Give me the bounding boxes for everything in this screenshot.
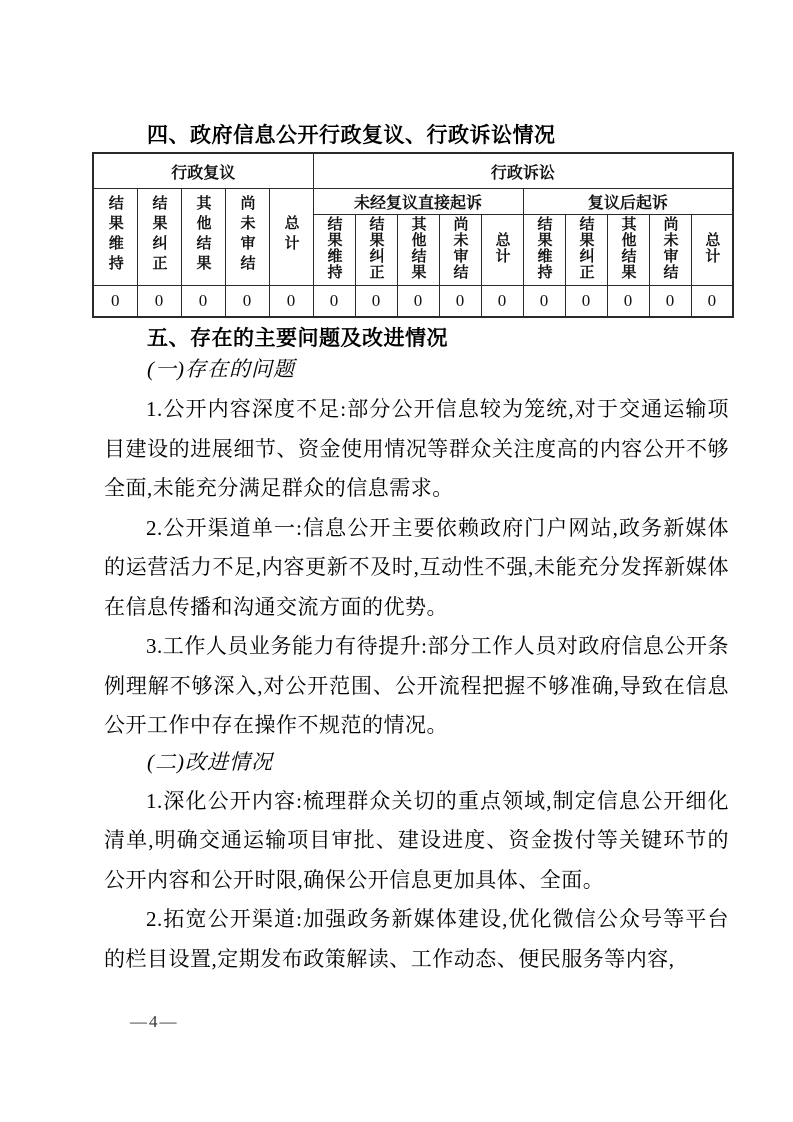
table-value-cell: 0 <box>439 286 481 318</box>
col-header-cell <box>607 215 649 286</box>
col-header-cell <box>313 215 355 286</box>
col-header-cell <box>397 215 439 286</box>
table-value-cell: 0 <box>691 286 733 318</box>
col-header-label: 尚未审结 <box>451 215 469 280</box>
col-header-cell <box>225 189 269 286</box>
table-value-row <box>93 286 733 318</box>
col-header-cell <box>137 189 181 286</box>
col-header-cell <box>565 215 607 286</box>
problem-paragraph-2: 2.公开渠道单一:信息公开主要依赖政府门户网站,政务新媒体的运营活力不足,内容更新不及时,互动性不强,未能充分发挥新媒体在信息传播和沟通交流方面的优势。 <box>104 515 729 619</box>
table-value-cell: 0 <box>225 286 269 318</box>
table-value-cell: 0 <box>355 286 397 318</box>
col-header-label: 其他结果 <box>194 194 212 275</box>
section5-sub2-heading: (二)改进情况 <box>147 749 273 774</box>
subheader-direct-lawsuit: 未经复议直接起诉 <box>313 189 523 215</box>
subheader-after-reconsideration-lawsuit: 复议后起诉 <box>523 189 733 215</box>
table-value-cell: 0 <box>523 286 565 318</box>
col-header-label: 结果纠正 <box>577 215 595 280</box>
col-header-cell <box>269 189 313 286</box>
col-header-cell <box>355 215 397 286</box>
table-value-cell: 0 <box>137 286 181 318</box>
improvement-paragraph-1: 1.深化公开内容:梳理群众关切的重点领域,制定信息公开细化清单,明确交通运输项目审批、建设进度、资金拨付等关键环节的公开内容和公开时限,确保公开信息更加具体、全面。 <box>104 788 729 892</box>
section4-heading: 四、政府信息公开行政复议、行政诉讼情况 <box>147 124 556 147</box>
col-header-label: 结果纠正 <box>150 194 168 275</box>
table-value-cell: 0 <box>269 286 313 318</box>
col-header-cell <box>649 215 691 286</box>
col-header-label: 总计 <box>493 231 511 264</box>
col-header-cell <box>691 215 733 286</box>
table-value-cell: 0 <box>181 286 225 318</box>
section5-heading: 五、存在的主要问题及改进情况 <box>147 327 448 350</box>
col-header-label: 结果维持 <box>325 215 343 280</box>
col-header-label: 尚未审结 <box>238 194 256 275</box>
problem-paragraph-3: 3.工作人员业务能力有待提升:部分工作人员对政府信息公开条例理解不够深入,对公开范围、公开流程把握不够准确,导致在信息公开工作中存在操作不规范的情况。 <box>104 634 729 737</box>
group-header-reconsideration: 行政复议 <box>93 153 313 189</box>
col-header-cell <box>439 215 481 286</box>
table-value-cell: 0 <box>313 286 355 318</box>
col-header-label: 结果维持 <box>535 215 553 280</box>
table-value-cell: 0 <box>607 286 649 318</box>
improvement-paragraph-2: 2.拓宽公开渠道:加强政务新媒体建设,优化微信公众号等平台的栏目设置,定期发布政策解读、工作动态、便民服务等内容, <box>104 907 729 971</box>
page-number: —4— <box>130 1012 179 1031</box>
col-header-label: 其他结果 <box>619 215 637 280</box>
table-value-cell: 0 <box>565 286 607 318</box>
col-header-cell <box>523 215 565 286</box>
col-header-cell <box>481 215 523 286</box>
col-header-cell <box>93 189 137 286</box>
col-header-label: 其他结果 <box>409 215 427 280</box>
col-header-label: 总计 <box>703 231 721 264</box>
col-header-cell <box>181 189 225 286</box>
table-group-header-row <box>93 153 733 189</box>
table-value-cell: 0 <box>93 286 137 318</box>
table-value-cell: 0 <box>481 286 523 318</box>
table-value-cell: 0 <box>649 286 691 318</box>
table-subheader-row <box>93 189 733 215</box>
problem-paragraph-1: 1.公开内容深度不足:部分公开信息较为笼统,对于交通运输项目建设的进展细节、资金使用情况等群众关注度高的内容公开不够全面,未能充分满足群众的信息需求。 <box>104 397 729 500</box>
col-header-label: 结果维持 <box>106 194 124 275</box>
admin-review-litigation-table <box>92 152 734 318</box>
table-value-cell: 0 <box>397 286 439 318</box>
section5-sub1-heading: (一)存在的问题 <box>147 357 295 381</box>
group-header-litigation: 行政诉讼 <box>313 153 733 189</box>
col-header-label: 尚未审结 <box>661 215 679 280</box>
col-header-label: 结果纠正 <box>367 215 385 280</box>
col-header-label: 总计 <box>282 214 300 255</box>
